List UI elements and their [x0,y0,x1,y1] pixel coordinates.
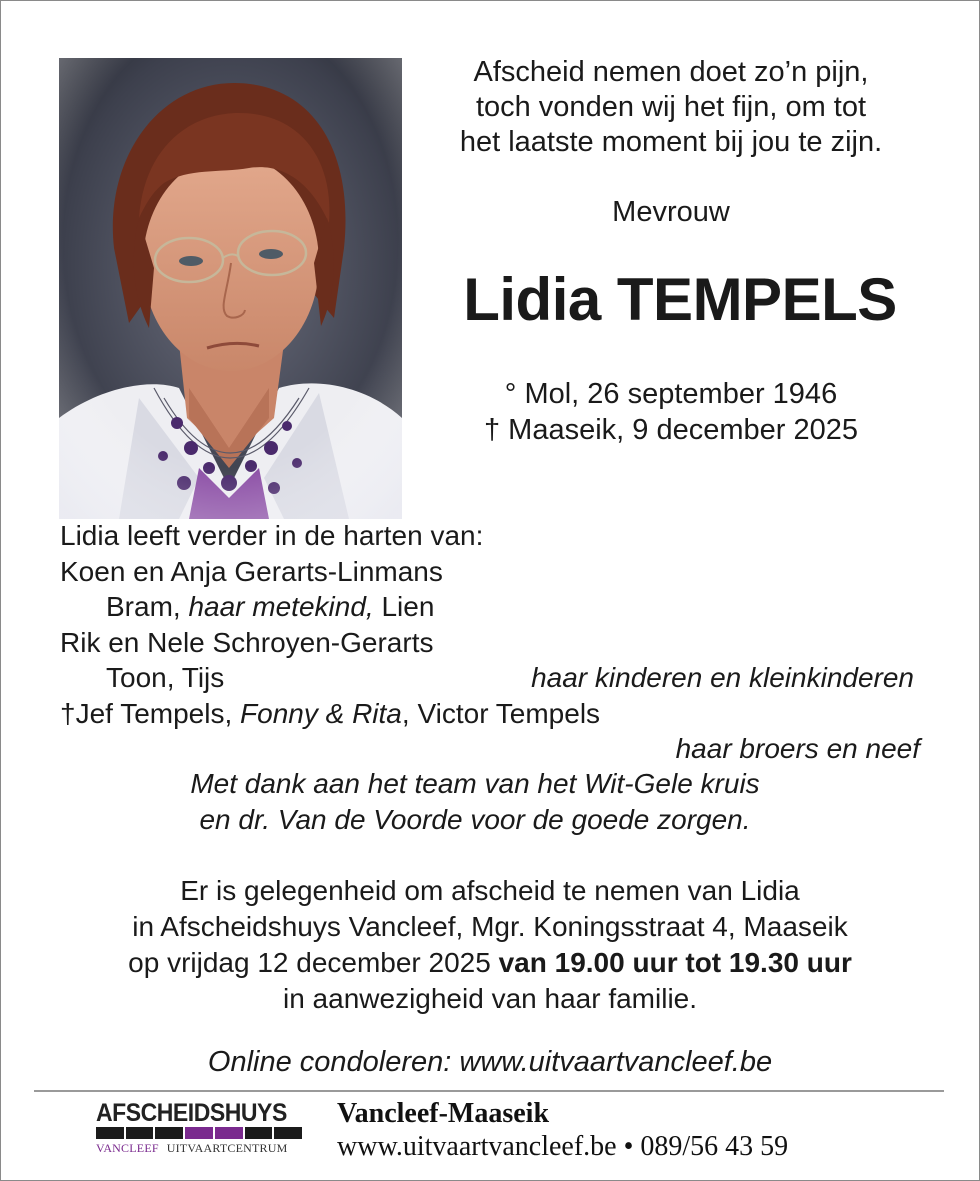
visitation-line: Er is gelegenheid om afscheid te nemen van Lidia [180,875,800,906]
logo-wordmark: AFSCHEIDSHUYS [96,1099,287,1127]
verse-line: Afscheid nemen doet zo’n pijn, [473,56,869,88]
footer-divider [34,1090,944,1092]
family-siblings-label-row [60,731,940,767]
verse-line: toch vonden wij het fijn, om tot [475,91,867,123]
funeral-home-logo [96,1100,308,1160]
sibling-name: †Jef Tempels, [60,697,241,729]
sibling-name-italic: Fonny & Rita [240,697,402,729]
visitation-line: in Afscheidshuys Vancleef, Mgr. Koningsstraat 4, Maaseik [132,911,848,942]
godchild-note: haar metekind, [188,591,374,622]
footer-place: Vancleef-Maaseik [337,1098,550,1129]
footer-website-phone: www.uitvaartvancleef.be • 089/56 43 59 [337,1131,789,1162]
honorific: Mevrouw [612,196,730,228]
family-list [60,518,940,767]
visitation-info [0,873,980,1017]
logo-sub-uitvaartcentrum: UITVAARTCENTRUM [166,1141,288,1155]
opening-verse [420,55,922,160]
logo-bar [96,1127,304,1139]
thanks-line: Met dank aan het team van het Wit-Gele kruis [190,768,760,799]
grandchild-name: Lien [373,591,435,622]
thanks-note [0,766,980,838]
family-intro: Lidia leeft verder in de harten van: [60,520,484,551]
death-date: † Maaseik, 9 december 2025 [484,414,858,446]
grandchild-names: Toon, Tijs [106,662,225,693]
family-grandchildren-1 [60,589,940,625]
birth-date: ° Mol, 26 september 1946 [504,378,838,410]
life-dates [420,376,922,448]
online-condolence: Online condoleren: www.uitvaartvancleef.be [207,1046,773,1078]
logo-sub-vancleef: VANCLEEF [96,1141,159,1155]
sibling-name: , Victor Tempels [401,697,601,729]
grandchild-name: Bram, [106,591,189,622]
children-relation-label: haar kinderen en kleinkinderen [531,662,914,693]
deceased-name: Lidia TEMPELS [463,266,897,333]
portrait-illustration [59,58,402,519]
portrait-photo [59,58,402,519]
visitation-time: van 19.00 uur tot 19.30 uur [498,947,852,978]
visitation-line: in aanwezigheid van haar familie. [282,983,698,1014]
family-child-2: Rik en Nele Schroyen-Gerarts [60,626,434,658]
visitation-date: op vrijdag 12 december 2025 [128,947,499,978]
verse-line: het laatste moment bij jou te zijn. [459,126,883,158]
family-child-1: Koen en Anja Gerarts-Linmans [60,555,443,587]
family-siblings [60,696,940,732]
siblings-relation-label: haar broers en neef [675,733,920,764]
thanks-line: en dr. Van de Voorde voor de goede zorgen. [199,804,751,835]
visitation-line [0,945,980,981]
footer-contact [337,1097,957,1163]
family-grandchildren-2 [60,660,940,696]
logo-subtitle [96,1141,308,1156]
